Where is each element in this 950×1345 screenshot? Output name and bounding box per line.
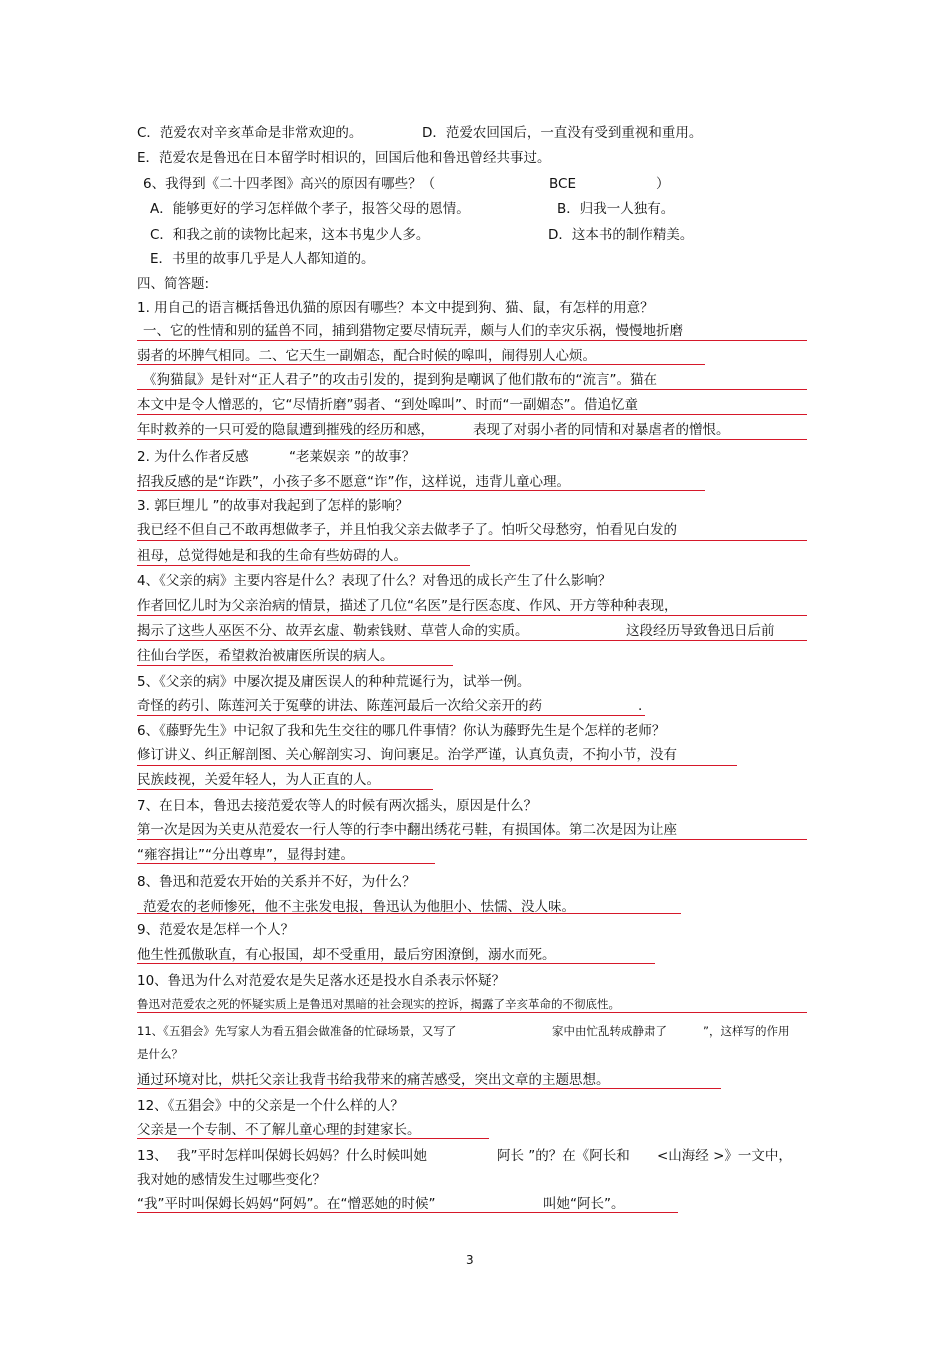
- q6-option-d: D．这本书的制作精美。: [548, 227, 694, 243]
- sq11-question-part4: 是什么？: [137, 1047, 183, 1061]
- sq8-answer: 范爱农的老师惨死，他不主张发电报，鲁迅认为他胆小、怯懦、没人味。: [143, 899, 575, 915]
- sq4-answer-line2a: 揭示了这些人巫医不分、故弄玄虚、勒索钱财、草菅人命的实质。: [137, 623, 529, 639]
- sq4-answer-line1: 作者回忆儿时为父亲治病的情景，描述了几位“名医”是行医态度、作风、开方等种种表现，: [137, 598, 678, 614]
- sq10-question: 10、鲁迅为什么对范爱农是失足落水还是投水自杀表示怀疑？: [137, 973, 506, 989]
- sq13-question-part3: 阿长 ”的？在《阿长和: [497, 1148, 630, 1164]
- answer-underline: [137, 789, 433, 790]
- sq12-answer: 父亲是一个专制、不了解儿童心理的封建家长。: [137, 1122, 421, 1138]
- answer-underline: [137, 665, 453, 666]
- section-heading: 四、简答题:: [137, 276, 210, 292]
- sq13-answer-part2: 叫她“阿长”。: [543, 1196, 625, 1212]
- sq6-answer-line2: 民族歧视，关爱年轻人，为人正直的人。: [137, 772, 380, 788]
- sq13-question-part2: 我”平时怎样叫保姆长妈妈？什么时候叫她: [177, 1148, 427, 1164]
- sq9-answer: 他生性孤傲耿直，有心报国，却不受重用，最后穷困潦倒，溺水而死。: [137, 947, 556, 963]
- sq1-answer-line3: 《狗猫鼠》是针对“正人君子”的攻击引发的，提到狗是嘲讽了他们散布的“流言”。猫在: [143, 372, 657, 388]
- answer-underline: [137, 615, 807, 616]
- q6-option-b: B．归我一人独有。: [557, 201, 675, 217]
- answer-underline: [137, 490, 705, 491]
- sq11-question-part1: 11、《五猖会》先写家人为看五猖会做准备的忙碌场景，又写了: [137, 1024, 457, 1038]
- answer-underline: [137, 364, 705, 365]
- answer-underline: [137, 540, 807, 541]
- answer-underline: [137, 565, 470, 566]
- sq3-question: 3. 郭巨埋儿 ”的故事对我起到了怎样的影响？: [137, 498, 409, 514]
- sq5-answer-period: .: [638, 698, 643, 714]
- answer-underline: [137, 389, 807, 390]
- sq11-question-part3: ”，这样写的作用: [703, 1024, 790, 1038]
- sq13-question-part5: 我对她的感情发生过哪些变化？: [137, 1172, 326, 1188]
- sq1-answer-line1: 一、它的性情和别的猛兽不同，捕到猎物定要尽情玩弄，颇与人们的幸灾乐祸，慢慢地折磨: [143, 323, 683, 339]
- answer-underline: [137, 1012, 807, 1013]
- sq12-question: 12、《五猖会》中的父亲是一个什么样的人？: [137, 1098, 404, 1114]
- q6-option-e: E．书里的故事几乎是人人都知道的。: [150, 251, 375, 267]
- q6-option-a: A．能够更好的学习怎样做个孝子，报答父母的恩情。: [150, 201, 470, 217]
- answer-underline: [137, 1088, 721, 1089]
- sq8-question: 8、鲁迅和范爱农开始的关系并不好，为什么？: [137, 874, 416, 890]
- sq3-answer-line1: 我已经不但自己不敢再想做孝子，并且怕我父亲去做孝子了。怕听父母愁穷，怕看见白发的: [137, 522, 677, 538]
- sq7-question: 7、在日本，鲁迅去接范爱农等人的时候有两次摇头，原因是什么？: [137, 798, 538, 814]
- sq5-question: 5、《父亲的病》中屡次提及庸医误人的种种荒诞行为，试举一例。: [137, 674, 531, 690]
- sq7-answer-line2: “雍容揖让”“分出尊卑”，显得封建。: [137, 847, 354, 863]
- sq11-answer: 通过环境对比，烘托父亲让我背书给我带来的痛苦感受，突出文章的主题思想。: [137, 1072, 610, 1088]
- sq9-question: 9、范爱农是怎样一个人？: [137, 922, 295, 938]
- sq5-answer: 奇怪的药引、陈莲河关于冤孽的讲法、陈莲河最后一次给父亲开的药: [137, 698, 542, 714]
- answer-underline: [137, 715, 645, 716]
- option-d: D．范爱农回国后，一直没有受到重视和重用。: [422, 125, 703, 141]
- answer-underline: [137, 640, 807, 641]
- sq4-question: 4、《父亲的病》主要内容是什么？表现了什么？对鲁迅的成长产生了什么影响？: [137, 573, 612, 589]
- sq3-answer-line2: 祖母，总觉得她是和我的生命有些妨碍的人。: [137, 548, 407, 564]
- sq13-question-part4: <山海经 >》一文中，: [657, 1148, 792, 1164]
- answer-underline: [137, 340, 807, 341]
- sq1-question: 1. 用自己的语言概括鲁迅仇猫的原因有哪些？本文中提到狗、猫、鼠，有怎样的用意？: [137, 300, 654, 316]
- answer-underline: [137, 963, 655, 964]
- page-number: 3: [466, 1253, 474, 1267]
- answer-underline: [137, 863, 435, 864]
- option-c: C．范爱农对辛亥革命是非常欢迎的。: [137, 125, 363, 141]
- option-e: E．范爱农是鲁迅在日本留学时相识的，回国后他和鲁迅曾经共事过。: [137, 150, 551, 166]
- answer-underline: [137, 414, 807, 415]
- sq2-question-part1: 2. 为什么作者反感: [137, 449, 249, 465]
- sq13-question-number: 13、: [137, 1148, 168, 1164]
- sq1-answer-line4: 本文中是令人憎恶的，它“尽情折磨”弱者、“到处嗥叫”、时而“一副媚态”。借追忆童: [137, 397, 638, 413]
- sq1-answer-line2: 弱者的坏脾气相同。二、它天生一副媚态，配合时候的嗥叫，闹得别人心烦。: [137, 348, 596, 364]
- answer-underline: [137, 913, 681, 914]
- sq2-question-part2: “老莱娱亲 ”的故事？: [289, 449, 416, 465]
- sq7-answer-line1: 第一次是因为关吏从范爱农一行人等的行李中翻出绣花弓鞋，有损国体。第二次是因为让座: [137, 822, 677, 838]
- sq1-answer-line5a: 年时救养的一只可爱的隐鼠遭到摧残的经历和感，: [137, 422, 434, 438]
- q6-answer: BCE: [549, 176, 576, 192]
- answer-underline: [137, 1212, 678, 1213]
- sq1-answer-line5b: 表现了对弱小者的同情和对暴虐者的憎恨。: [473, 422, 730, 438]
- q6-close: ）: [656, 176, 670, 192]
- answer-underline: [137, 765, 737, 766]
- sq10-answer: 鲁迅对范爱农之死的怀疑实质上是鲁迅对黑暗的社会现实的控诉，揭露了辛亥革命的不彻底性。: [137, 997, 620, 1011]
- q6-stem: 6、我得到《二十四孝图》高兴的原因有哪些？（: [143, 176, 436, 192]
- sq11-question-part2: 家中由忙乱转成静肃了: [552, 1024, 667, 1038]
- sq6-answer-line1: 修订讲义、纠正解剖图、关心解剖实习、询问裹足。治学严谨，认真负责，不拘小节，没有: [137, 747, 677, 763]
- answer-underline: [137, 439, 807, 440]
- sq2-answer: 招我反感的是“诈跌”，小孩子多不愿意“诈”作，这样说，违背儿童心理。: [137, 474, 570, 490]
- answer-underline: [137, 839, 807, 840]
- answer-underline: [137, 1138, 489, 1139]
- sq13-answer-part1: “我”平时叫保姆长妈妈“阿妈”。在“憎恶她的时候”: [137, 1196, 436, 1212]
- q6-option-c: C．和我之前的读物比起来，这本书鬼少人多。: [150, 227, 430, 243]
- sq6-question: 6、《藤野先生》中记叙了我和先生交往的哪几件事情？你认为藤野先生是个怎样的老师？: [137, 723, 666, 739]
- sq4-answer-line2b: 这段经历导致鲁迅日后前: [626, 623, 775, 639]
- sq4-answer-line3: 往仙台学医，希望救治被庸医所误的病人。: [137, 648, 394, 664]
